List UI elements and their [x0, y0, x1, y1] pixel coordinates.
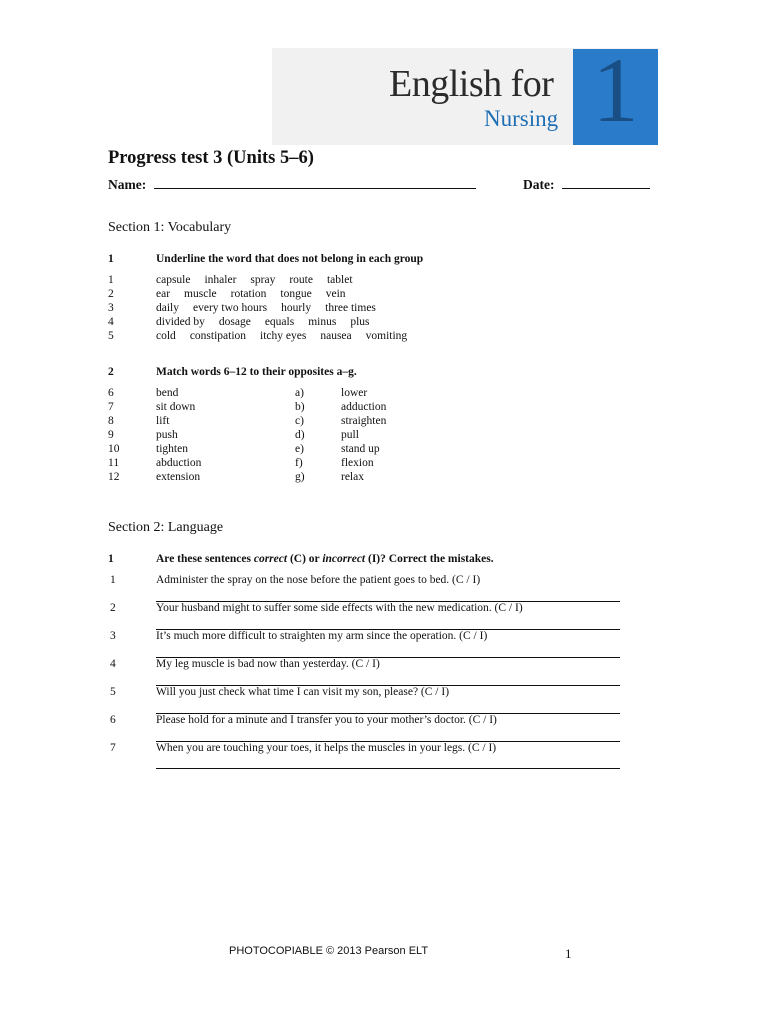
item-number: 4	[108, 316, 114, 328]
item-number: 3	[108, 302, 114, 314]
match-word: tighten	[156, 443, 188, 455]
sentence: My leg muscle is bad now than yesterday. (C / I)	[156, 658, 380, 670]
logo-number: 1	[592, 39, 639, 141]
word[interactable]: plus	[350, 316, 370, 328]
item-number: 2	[108, 288, 114, 300]
match-word: bend	[156, 387, 179, 399]
word[interactable]: spray	[250, 274, 276, 286]
list-item	[108, 330, 421, 342]
option-letter: g)	[295, 471, 305, 483]
answer-line[interactable]	[156, 768, 620, 769]
name-label: Name:	[108, 177, 147, 192]
name-field[interactable]	[154, 176, 476, 189]
item-number: 12	[108, 471, 120, 483]
page-number: 1	[565, 946, 572, 961]
match-word: sit down	[156, 401, 196, 413]
item-number: 4	[110, 658, 116, 670]
option-letter: e)	[295, 443, 304, 455]
instruction-emphasis: incorrect	[322, 553, 366, 565]
item-number: 6	[110, 714, 116, 726]
instruction-text: (C) or	[287, 553, 323, 565]
question-number: 1	[108, 253, 114, 265]
item-number: 1	[108, 274, 114, 286]
logo-subtitle: Nursing	[484, 106, 559, 131]
list-item	[108, 274, 367, 286]
item-number: 9	[108, 429, 114, 441]
word[interactable]: ear	[156, 288, 171, 300]
copyright-footer: PHOTOCOPIABLE © 2013 Pearson ELT	[229, 945, 429, 957]
option-letter: d)	[295, 429, 305, 441]
name-date-line	[108, 176, 650, 193]
word[interactable]: capsule	[156, 274, 191, 286]
word[interactable]: tongue	[280, 288, 312, 300]
word[interactable]: route	[289, 274, 313, 286]
word[interactable]: vein	[325, 288, 346, 300]
item-number: 3	[110, 630, 116, 642]
sentence: It’s much more difficult to straighten my arm since the operation. (C / I)	[156, 630, 488, 642]
word[interactable]: nausea	[320, 330, 352, 342]
list-item	[108, 288, 360, 300]
list-item	[108, 302, 390, 314]
instruction-text: Are these sentences	[156, 553, 254, 565]
option-word: lower	[341, 387, 368, 399]
word[interactable]: tablet	[326, 274, 353, 286]
word[interactable]: rotation	[230, 288, 267, 300]
section-2-title: Section 2: Language	[108, 520, 224, 535]
word[interactable]: minus	[308, 316, 337, 328]
option-word: pull	[341, 429, 359, 441]
option-word: stand up	[341, 443, 380, 455]
option-letter: b)	[295, 401, 305, 413]
option-letter: a)	[295, 387, 304, 399]
question-2-instruction	[108, 366, 357, 378]
option-word: straighten	[341, 415, 387, 427]
sentence: When you are touching your toes, it helps the muscles in your legs. (C / I)	[156, 742, 497, 754]
word[interactable]: equals	[264, 316, 295, 328]
word[interactable]: itchy eyes	[260, 330, 307, 342]
item-number: 8	[108, 415, 114, 427]
option-letter: f)	[295, 457, 303, 469]
sentence: Administer the spray on the nose before the patient goes to bed. (C / I)	[156, 574, 481, 586]
word[interactable]: three times	[325, 302, 376, 314]
word[interactable]: hourly	[281, 302, 312, 314]
option-letter: c)	[295, 415, 304, 427]
question-number: 2	[108, 366, 114, 378]
item-number: 10	[108, 443, 120, 455]
match-word: push	[156, 429, 178, 441]
date-field[interactable]	[562, 176, 650, 189]
sentence: Will you just check what time I can visit my son, please? (C / I)	[156, 686, 450, 698]
sentence: Please hold for a minute and I transfer you to your mother’s doctor. (C / I)	[156, 714, 497, 726]
instruction-text: Match words 6–12 to their opposites a–g.	[156, 366, 357, 378]
logo-title: English for	[389, 63, 554, 105]
date-label: Date:	[522, 177, 555, 192]
word[interactable]: inhaler	[204, 274, 237, 286]
option-word: flexion	[341, 457, 374, 469]
instruction-text: (I)? Correct the mistakes.	[365, 553, 494, 565]
item-number: 11	[108, 457, 120, 469]
word[interactable]: vomiting	[365, 330, 408, 342]
word[interactable]: muscle	[184, 288, 217, 300]
instruction-emphasis: correct	[253, 553, 288, 565]
word[interactable]: divided by	[156, 316, 205, 328]
word[interactable]: every two hours	[193, 302, 268, 314]
item-number: 7	[108, 401, 114, 413]
item-number: 1	[110, 574, 116, 586]
question-number: 1	[108, 553, 114, 565]
section-2-question-1-instruction	[108, 553, 494, 565]
item-number: 2	[110, 602, 116, 614]
word[interactable]: constipation	[189, 330, 247, 342]
word[interactable]: daily	[156, 302, 179, 314]
item-number: 6	[108, 387, 114, 399]
question-1-instruction	[108, 253, 423, 265]
instruction-text: Underline the word that does not belong in each group	[156, 253, 424, 265]
item-number: 5	[110, 686, 116, 698]
word[interactable]: dosage	[218, 316, 251, 328]
option-word: adduction	[341, 401, 387, 413]
item-number: 5	[108, 330, 114, 342]
page-title: Progress test 3 (Units 5–6)	[108, 148, 314, 168]
item-number: 7	[110, 742, 116, 754]
list-item	[108, 316, 384, 328]
match-word: lift	[156, 415, 170, 427]
match-word: extension	[156, 471, 201, 483]
word[interactable]: cold	[156, 330, 176, 342]
sentence: Your husband might to suffer some side effects with the new medication. (C / I)	[156, 602, 523, 614]
match-word: abduction	[156, 457, 202, 469]
option-word: relax	[341, 471, 364, 483]
section-1-title: Section 1: Vocabulary	[108, 220, 232, 235]
